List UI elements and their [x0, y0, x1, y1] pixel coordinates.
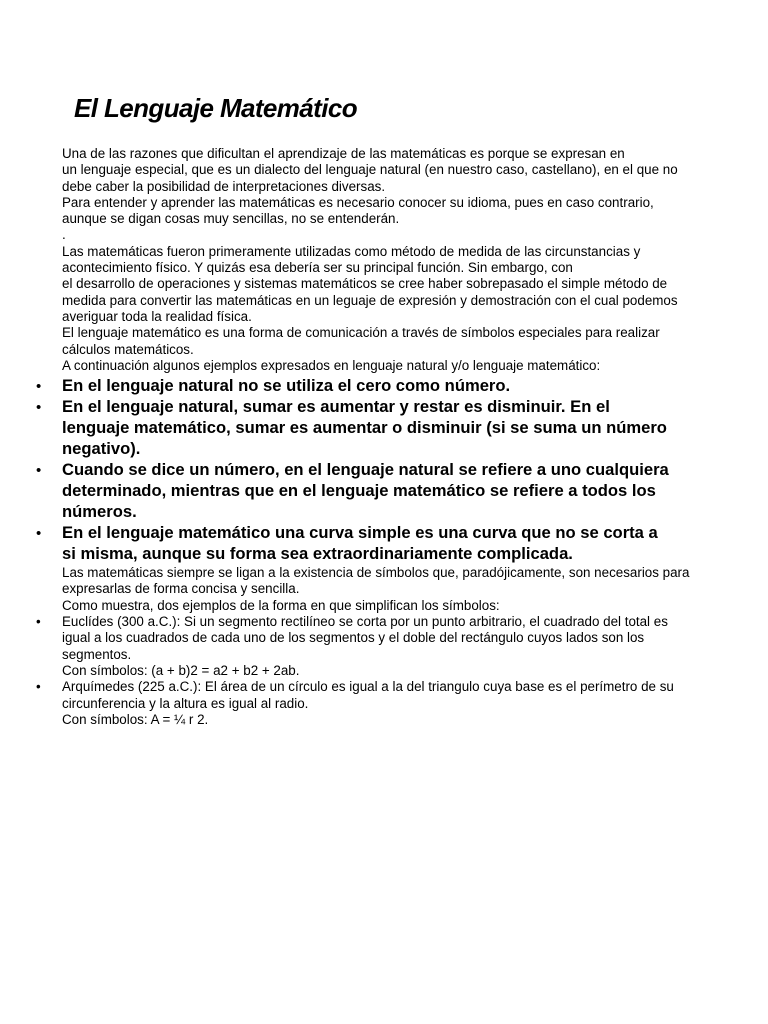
middle-line: Como muestra, dos ejemplos de la forma en que simplifican los símbolos:	[62, 597, 500, 613]
intro-line: Una de las razones que dificultan el aprendizaje de las matemáticas es porque se expresan en	[62, 146, 625, 161]
intro-line: medida para convertir las matemáticas en un leguaje de expresión y demostración con el cual podemos	[62, 292, 678, 308]
bold-bullet-item	[36, 522, 718, 564]
bullet-point-icon: •	[36, 378, 42, 396]
bold-bullet-line: determinado, mientras que en el lenguaje matemático se refiere a todos los	[62, 481, 656, 501]
intro-line: cálculos matemáticos.	[62, 341, 194, 357]
bold-bullet-line: En el lenguaje matemático una curva simple es una curva que no se corta a	[62, 523, 658, 543]
bold-bullet-item	[36, 396, 718, 459]
example-bullet-line: Con símbolos: (a + b)2 = a2 + b2 + 2ab.	[62, 662, 300, 678]
bold-bullet-line: Cuando se dice un número, en el lenguaje natural se refiere a uno cualquiera	[62, 460, 669, 480]
example-bullet-item	[36, 614, 718, 679]
intro-line: debe caber la posibilidad de interpretaciones diversas.	[62, 178, 386, 194]
bold-bullet-line: números.	[62, 502, 137, 522]
intro-line: Las matemáticas fueron primeramente utilizadas como método de medida de las circunstancias y	[62, 243, 641, 259]
intro-line: .	[62, 227, 66, 243]
bold-bullet-line: En el lenguaje natural, sumar es aumentar y restar es disminuir. En el	[62, 397, 610, 417]
bold-bullet-line: si misma, aunque su forma sea extraordinariamente complicada.	[62, 544, 573, 564]
bullet-point-icon: •	[36, 614, 41, 630]
intro-line: Para entender y aprender las matemáticas es necesario conocer su idioma, pues en caso contrario,	[62, 194, 654, 210]
bold-bullet-list	[36, 375, 718, 564]
intro-line: aunque se digan cosas muy sencillas, no se entenderán.	[62, 211, 400, 227]
intro-line: el desarrollo de operaciones y sistemas matemáticos se cree haber sobrepasado el simple método de	[62, 276, 668, 292]
example-bullet-item	[36, 679, 718, 728]
example-bullet-line: Arquímedes (225 a.C.): El área de un círculo es igual a la del triangulo cuya base es el perímetro de su	[62, 679, 674, 695]
intro-paragraphs	[62, 146, 718, 374]
page-title: El Lenguaje Matemático	[74, 93, 357, 123]
bold-bullet-item	[36, 459, 718, 522]
example-bullet-list	[36, 614, 718, 728]
middle-paragraphs	[62, 565, 718, 614]
bold-bullet-item	[36, 375, 718, 396]
bullet-point-icon: •	[36, 525, 42, 543]
bullet-point-icon: •	[36, 462, 42, 480]
bold-bullet-line: En el lenguaje natural no se utiliza el cero como número.	[62, 376, 511, 396]
middle-line: expresarlas de forma concisa y sencilla.	[62, 581, 300, 597]
intro-line: El lenguaje matemático es una forma de comunicación a través de símbolos especiales para realizar	[62, 325, 660, 341]
example-bullet-line: Con símbolos: A = ¼ r 2.	[62, 711, 209, 727]
example-bullet-line: circunferencia y la altura es igual al radio.	[62, 695, 309, 711]
middle-line: Las matemáticas siempre se ligan a la existencia de símbolos que, paradójicamente, son necesarios para	[62, 565, 690, 581]
intro-line: A continuación algunos ejemplos expresados en lenguaje natural y/o lenguaje matemático:	[62, 357, 601, 373]
bullet-point-icon: •	[36, 679, 41, 695]
example-bullet-line: segmentos.	[62, 646, 132, 662]
example-bullet-line: Euclídes (300 a.C.): Si un segmento rectilíneo se corta por un punto arbitrario, el cuadrado del total es	[62, 614, 668, 630]
intro-line: un lenguaje especial, que es un dialecto del lenguaje natural (en nuestro caso, castellano), en el que no	[62, 162, 678, 178]
intro-line: averiguar toda la realidad física.	[62, 308, 252, 324]
bold-bullet-line: negativo).	[62, 439, 141, 459]
document-body	[36, 146, 718, 728]
bold-bullet-line: lenguaje matemático, sumar es aumentar o disminuir (si se suma un número	[62, 418, 667, 438]
intro-line: acontecimiento físico. Y quizás esa debería ser su principal función. Sin embargo, con	[62, 260, 573, 276]
example-bullet-line: igual a los cuadrados de cada uno de los segmentos y el doble del rectángulo cuyos lados son los	[62, 630, 645, 646]
bullet-point-icon: •	[36, 399, 42, 417]
